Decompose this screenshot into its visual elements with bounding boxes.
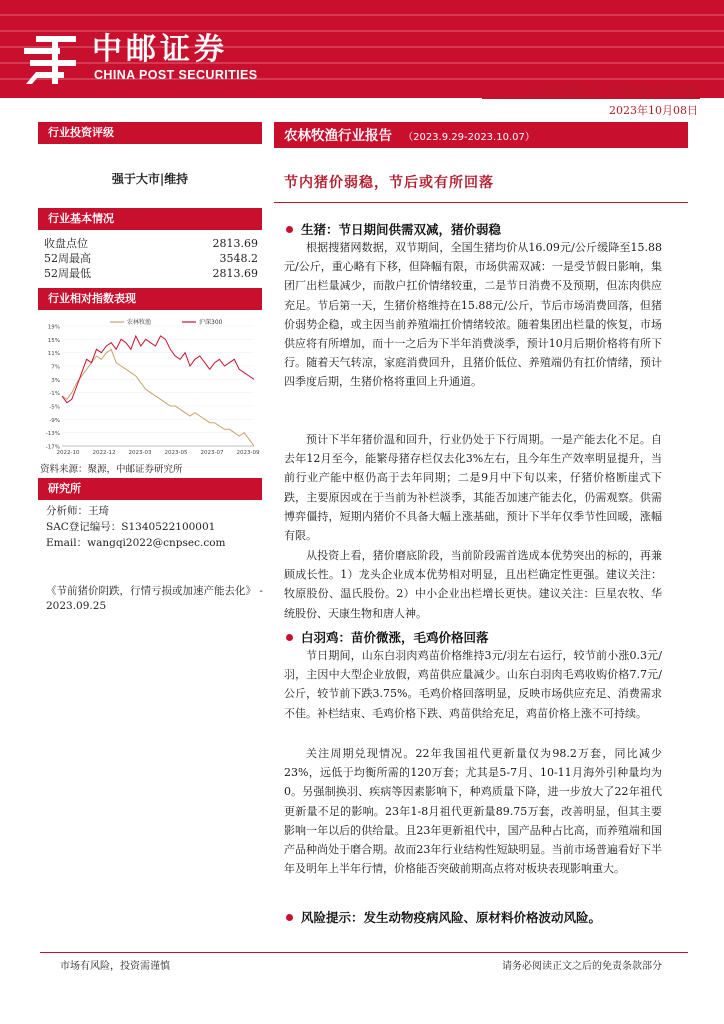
basics-label: 52周最低: [44, 267, 91, 280]
paragraph: 关注周期兑现情况。22年我国祖代更新量仅为98.2万套，同比减少23%，远低于均衡所需的120万套；尤其是5-7月、10-11月海外引种量均为0。另强制换羽、疾病等因素影响下，种鸡质量下降，进一步放大了22年祖代更新量不足的影响。23年1-8月祖代更新量89.75万套，改善明显，但其主要影响一年以后的供给量。且23年更新祖代中，国产品种占比高，而养殖端和国产品种尚处于磨合期。故而23年行业结构性短缺明显。当前市场普遍看好下半年及明年上半年行情，价格能否突破前期高点将对板块表现影响重大。: [284, 747, 662, 876]
basics-value: 2813.69: [212, 237, 258, 250]
header-divider: [482, 98, 700, 99]
analyst-name: 分析师：王琦: [46, 505, 109, 517]
y-tick-label: 15%: [47, 337, 60, 344]
paragraph: 从投资上看，猪价磨底阶段，当前阶段需首选成本优势突出的标的，再兼顾成长性。1）龙头企业成本优势相对明显，且出栏确定性更强。建议关注：牧原股份、温氏股份。2）中小企业出栏增长更快。建议关注：巨星农牧、华统股份、天康生物和唐人神。: [284, 549, 662, 620]
brand-name-en: CHINA POST SECURITIES: [94, 68, 258, 82]
research-title: 研究所: [38, 478, 262, 500]
performance-panel: [38, 288, 262, 310]
basics-row: [44, 252, 258, 266]
basics-value: 3548.2: [219, 252, 258, 265]
section-heading-text: 白羽鸡：苗价微涨，毛鸡价格回落: [301, 630, 489, 645]
y-tick-label: -9%: [49, 417, 60, 424]
legend-label: 沪深300: [199, 319, 223, 326]
main-header-period: （2023.9.29-2023.10.07）: [403, 132, 535, 143]
bullet-icon: [286, 226, 293, 233]
paragraph: 节日期间，山东白羽肉鸡苗价格维持3元/羽左右运行，较节前小涨0.3元/羽，主因中大型企业放假，鸡苗供应量减少。山东白羽肉毛鸡收购价格7.7元/公斤，较节前下跌3.75%。毛鸡价格回落明显，反映市场供应充足、消费需求不佳。补栏结束、毛鸡价格下跌、鸡苗供给充足，鸡苗价格上涨不可持续。: [284, 649, 662, 720]
basics-panel: [38, 208, 262, 230]
report-type: 证券研究报告：农林牧渔|行业周报: [529, 84, 698, 97]
analyst-sac: SAC登记编号：S1340522100001: [46, 521, 216, 533]
basics-row: [44, 237, 258, 251]
basics-title: 行业基本情况: [38, 208, 262, 230]
basics-row: [44, 267, 258, 281]
rating-value: 强于大市|维持: [111, 172, 189, 186]
chart-source: 资料来源：聚源，中邮证券研究所: [40, 464, 183, 475]
y-tick-label: 3%: [51, 377, 60, 384]
main-header-title: 农林牧渔行业报告: [284, 128, 392, 144]
y-tick-label: -5%: [49, 404, 60, 411]
footer-divider: [40, 952, 688, 953]
y-tick-label: 7%: [51, 364, 60, 371]
section-heading-text: 生猪：节日期间供需双减，猪价弱稳: [301, 222, 502, 237]
relative-index-chart: [40, 316, 262, 458]
report-title: 节内猪价弱稳，节后或有所回落: [284, 175, 494, 191]
section-heading-broiler: [286, 628, 686, 646]
rating-panel: [38, 122, 262, 144]
china-post-logo-icon: [22, 32, 86, 88]
performance-title: 行业相对指数表现: [38, 288, 262, 310]
basics-label: 收盘点位: [44, 237, 88, 250]
analyst-email[interactable]: Email：wangqi2022@cnpsec.com: [46, 537, 226, 549]
x-tick-label: 2022-12: [92, 450, 116, 456]
section-heading-risk: [286, 908, 686, 926]
research-panel: [38, 478, 262, 500]
x-tick-label: 2022-10: [56, 450, 80, 456]
footer-disclaimer: 请务必阅读正文之后的免责条款部分: [502, 961, 662, 972]
related-report-link[interactable]: 《节前猪价阴跌，行情亏损或加速产能去化》 - 2023.09.25: [46, 585, 263, 612]
section-heading-hog: [286, 220, 686, 238]
y-tick-label: -17%: [45, 444, 60, 451]
rating-title: 行业投资评级: [38, 122, 262, 144]
y-tick-label: 19%: [47, 324, 60, 331]
basics-value: 2813.69: [212, 267, 258, 280]
paragraph: 预计下半年猪价温和回升，行业仍处于下行周期。一是产能去化不足。自去年12月至今，能繁母猪存栏仅去化3%左右，且今年生产效率明显提升，当前行业产能中枢仍高于去年同期；二是9月中下旬以来，仔猪价格断崖式下跌，主要原因或在于当前为补栏淡季，其能否加速产能去化，仍需观察。供需博弈僵持，短期内猪价不具备大幅上涨基础，预计下半年仅季节性回暖，涨幅有限。: [284, 433, 662, 543]
y-tick-label: -13%: [45, 431, 60, 438]
x-tick-label: 2023-05: [164, 450, 188, 456]
y-tick-label: -1%: [49, 391, 60, 398]
main-header: [274, 122, 688, 148]
title-divider: [274, 202, 688, 203]
report-date: 2023年10月08日: [609, 104, 698, 117]
brand-name-cn: 中邮证券: [92, 32, 228, 67]
x-tick-label: 2023-03: [128, 450, 152, 456]
series-line: [62, 349, 254, 446]
paragraph: 根据搜猪网数据，双节期间，全国生猪均价从16.09元/公斤缓降至15.88元/公斤，重心略有下移，但降幅有限，市场供需双减：一是受节假日影响，集团厂出栏量减少，而散户扛价情绪较重，二是节日消费不及预期，但冻肉供应充足。节后第一天，生猪价格维持在15.88元/公斤，节后市场消费回落，但猪价弱势企稳，或主因当前养殖端扛价情绪较浓。随着集团出栏量的恢复，市场供应将有所增加，而十一之后为下半年消费淡季，预计10月后期价格将有所下行。随着天气转凉，家庭消费回升，且猪价低位、养殖端仍有扛价情绪，预计四季度后期，生猪价格将重回上升通道。: [284, 241, 662, 389]
footer-risk-note: 市场有风险，投资需谨慎: [60, 961, 170, 972]
x-tick-label: 2023-07: [200, 450, 224, 456]
section-heading-text: 风险提示：发生动物疫病风险、原材料价格波动风险。: [301, 910, 602, 925]
bullet-icon: [286, 914, 293, 921]
basics-label: 52周最高: [44, 252, 91, 265]
x-tick-label: 2023-09: [236, 450, 260, 456]
y-tick-label: 11%: [47, 351, 60, 358]
legend-label: 农林牧渔: [127, 319, 152, 326]
bullet-icon: [286, 634, 293, 641]
